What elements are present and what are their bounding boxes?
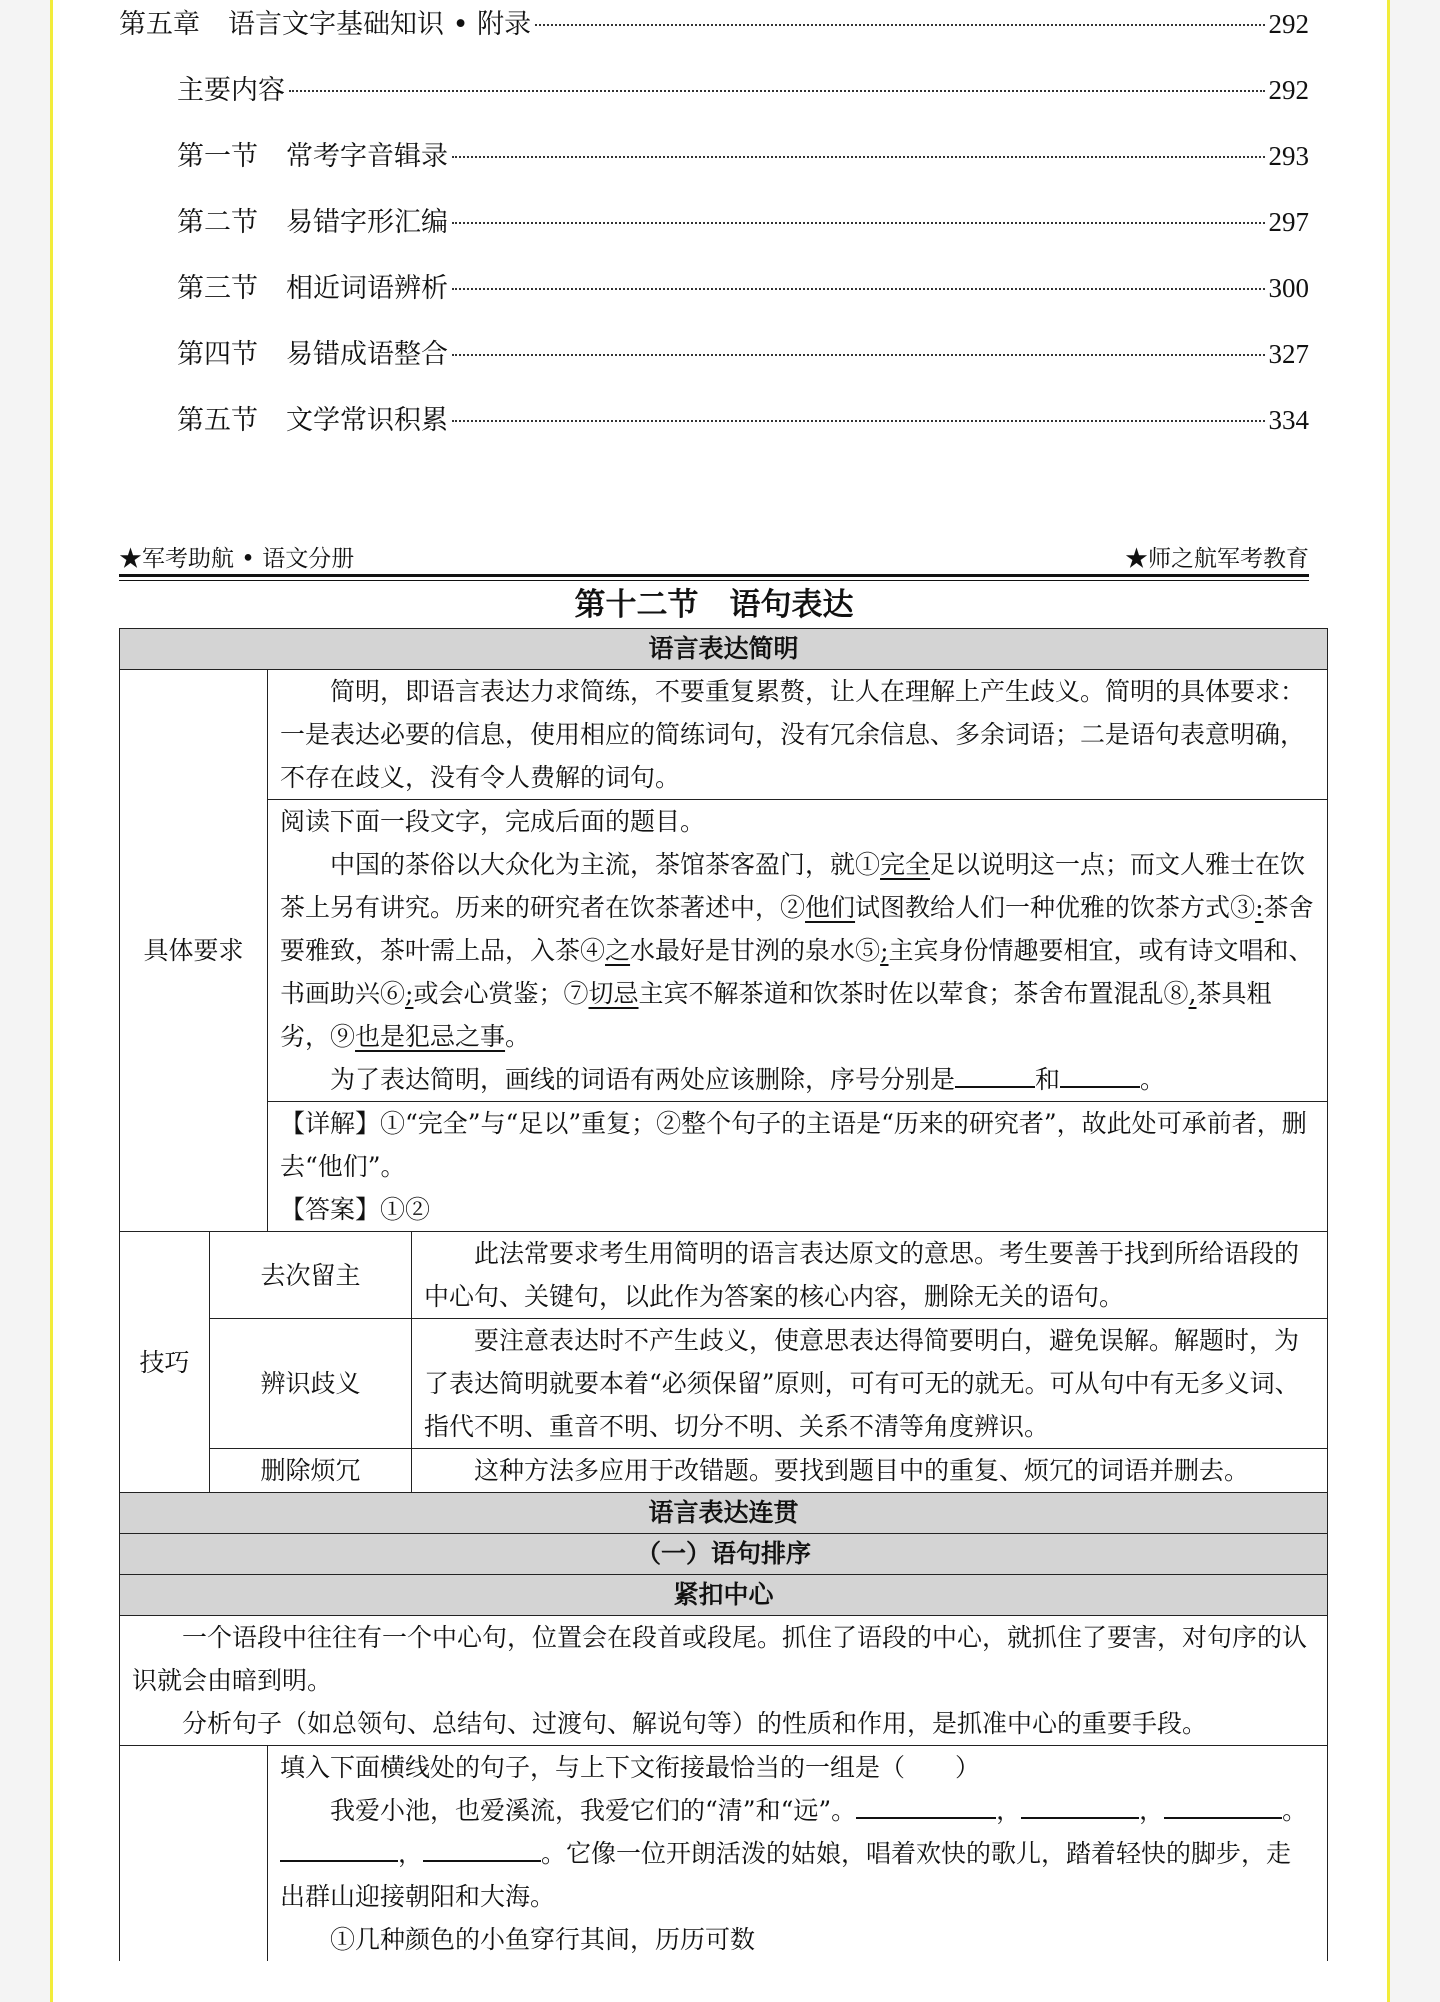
- answer-blank[interactable]: [955, 1060, 1035, 1088]
- toc-section: 第四节: [177, 339, 258, 370]
- toc-page-number: 334: [1268, 405, 1309, 435]
- question-cell: [268, 1746, 1328, 1962]
- passage-text: 。它像一位开朗活泼的姑娘，唱着欢快的歌儿，踏着轻快的脚步，走出群山迎接朝阳和大海。: [280, 1839, 1292, 1911]
- fill-blank[interactable]: [1021, 1791, 1139, 1819]
- example-passage: [280, 843, 1315, 1058]
- toc-row[interactable]: [177, 402, 1309, 439]
- toc-row[interactable]: [177, 204, 1309, 241]
- toc-page-number: 292: [1268, 75, 1309, 105]
- toc-title: 语言文字基础知识 • 附录: [228, 9, 532, 40]
- tip-text: 此法常要求考生用简明的语言表达原文的意思。考生要善于找到所给语段的中心句、关键句，以此作为答案的核心内容，删除无关的语句。: [424, 1239, 1300, 1311]
- passage-text: 试图教给人们一种优雅的饮茶方式: [855, 893, 1231, 922]
- underlined-6: ;: [405, 979, 414, 1008]
- marker-7: ⑦: [563, 979, 589, 1008]
- toc-section: 第五节: [177, 405, 258, 436]
- empty-cell: [120, 1746, 268, 1962]
- toc-leader: [452, 354, 1265, 356]
- page-header: [119, 536, 1309, 576]
- underlined-8: ,: [1188, 979, 1197, 1008]
- heading-concise: 语言表达简明: [120, 629, 1328, 670]
- toc-page-number: 300: [1268, 273, 1309, 303]
- marker-9: ⑨: [330, 1022, 356, 1051]
- marker-5: ⑤: [855, 936, 881, 965]
- toc-row[interactable]: [119, 6, 1309, 43]
- toc-title: 文学常识积累: [286, 405, 448, 436]
- tip-text-cell: [412, 1232, 1328, 1319]
- question-text: 和: [1035, 1065, 1061, 1094]
- passage-text: 水最好是甘洌的泉水: [630, 936, 856, 965]
- explanation-text: 【详解】①“完全”与“足以”重复；②整个句子的主语是“历来的研究者”，故此处可承前者，删去“他们”。: [280, 1109, 1307, 1181]
- marker-1: ①: [855, 850, 881, 879]
- question-text: 为了表达简明，画线的词语有两处应该删除，序号分别是: [330, 1065, 956, 1094]
- tips-label: 技巧: [120, 1232, 210, 1493]
- toc-title: 常考字音辑录: [286, 141, 448, 172]
- tip-text-cell: [412, 1319, 1328, 1449]
- underlined-7: 切忌: [588, 979, 639, 1008]
- passage-text: 中国的茶俗以大众化为主流，茶馆茶客盈门，就: [330, 850, 856, 879]
- header-left: ★军考助航 • 语文分册: [119, 546, 355, 572]
- center-paragraph: 一个语段中往往有一个中心句，位置会在段首或段尾。抓住了语段的中心，就抓住了要害，对句序的认识就会由暗到明。: [132, 1623, 1308, 1695]
- requirements-paragraph: 简明，即语言表达力求简练，不要重复累赘，让人在理解上产生歧义。简明的具体要求：一是表达必要的信息，使用相应的简练词句，没有冗余信息、多余词语；二是语句表意明确，不存在歧义，没有令人费解的词句。: [280, 677, 1306, 792]
- passage-text: 足以说明这一点；而文人雅士在饮茶上另有讲究。历来的研究者在饮茶著述中，: [280, 850, 1306, 922]
- passage-text: 主宾身份情趣要相宜，或有诗文唱和、书画助兴: [280, 936, 1314, 1008]
- header-rule-thin: [119, 580, 1309, 581]
- toc-section: 第二节: [177, 207, 258, 238]
- toc-row[interactable]: [177, 72, 1309, 109]
- content-table: [119, 628, 1328, 1961]
- example-question: [280, 1058, 1315, 1101]
- heading-center: 紧扣中心: [120, 1575, 1328, 1616]
- example-cell: [268, 800, 1328, 1102]
- toc-row[interactable]: [177, 336, 1309, 373]
- toc-page-number: 292: [1268, 9, 1309, 39]
- page: [50, 0, 1390, 2002]
- toc-section: 第三节: [177, 273, 258, 304]
- marker-3: ③: [1230, 893, 1256, 922]
- answer-blank[interactable]: [1060, 1060, 1140, 1088]
- tip-name: 辨识歧义: [210, 1319, 412, 1449]
- punct: ，: [1139, 1796, 1165, 1825]
- toc-chapter: 第五章: [119, 9, 200, 40]
- toc-page-number: 293: [1268, 141, 1309, 171]
- tip-name: 删除烦冗: [210, 1449, 412, 1493]
- toc-leader: [535, 24, 1264, 26]
- heading-ordering: （一）语句排序: [120, 1534, 1328, 1575]
- passage-text: 。: [505, 1022, 531, 1051]
- toc-title: 易错成语整合: [286, 339, 448, 370]
- passage-text: 或会心赏鉴；: [413, 979, 564, 1008]
- toc-leader: [289, 90, 1265, 92]
- passage-text: 我爱小池，也爱溪流，我爱它们的“清”和“远”。: [330, 1796, 857, 1825]
- answer-text: 【答案】①②: [280, 1195, 431, 1224]
- passage-text: 茶具粗劣，: [280, 979, 1272, 1051]
- toc-leader: [452, 420, 1265, 422]
- toc-leader: [452, 156, 1265, 158]
- center-explanation-cell: [120, 1616, 1328, 1746]
- underlined-9: 也是犯忌之事: [355, 1022, 506, 1051]
- toc-title: 主要内容: [177, 75, 285, 106]
- marker-6: ⑥: [380, 979, 406, 1008]
- requirements-label: 具体要求: [120, 670, 268, 1232]
- question-passage: [280, 1789, 1315, 1918]
- toc-row[interactable]: [177, 270, 1309, 307]
- explanation-cell: [268, 1102, 1328, 1232]
- punct: 。: [1282, 1796, 1308, 1825]
- tip-text-cell: [412, 1449, 1328, 1493]
- toc-title: 易错字形汇编: [286, 207, 448, 238]
- fill-blank[interactable]: [856, 1791, 996, 1819]
- header-right: ★师之航军考教育: [1125, 546, 1309, 572]
- passage-text: 主宾不解茶道和饮茶时佐以荤食；茶舍布置混乱: [638, 979, 1164, 1008]
- question-intro: 填入下面横线处的句子，与上下文衔接最恰当的一组是（ ）: [280, 1753, 981, 1782]
- tip-name: 去次留主: [210, 1232, 412, 1319]
- tip-text: 这种方法多应用于改错题。要找到题目中的重复、烦冗的词语并删去。: [474, 1456, 1250, 1485]
- section-title: 第十二节 语句表达: [574, 587, 854, 623]
- requirements-text: [268, 670, 1328, 800]
- toc-leader: [452, 222, 1265, 224]
- marker-8: ⑧: [1163, 979, 1189, 1008]
- fill-blank[interactable]: [280, 1834, 398, 1862]
- toc-section: 第一节: [177, 141, 258, 172]
- underlined-3: :: [1255, 893, 1264, 922]
- fill-blank[interactable]: [1164, 1791, 1282, 1819]
- heading-coherent: 语言表达连贯: [120, 1493, 1328, 1534]
- passage-text: 茶舍要雅致，茶叶需上品，入茶: [280, 893, 1314, 965]
- toc-row[interactable]: [177, 138, 1309, 175]
- fill-blank[interactable]: [423, 1834, 541, 1862]
- underlined-5: ;: [880, 936, 889, 965]
- punct: ，: [398, 1839, 424, 1868]
- example-intro: 阅读下面一段文字，完成后面的题目。: [280, 807, 706, 836]
- toc-page-number: 327: [1268, 339, 1309, 369]
- marker-2: ②: [780, 893, 806, 922]
- question-text: 。: [1140, 1065, 1166, 1094]
- toc-title: 相近词语辨析: [286, 273, 448, 304]
- underlined-1: 完全: [880, 850, 931, 879]
- toc-leader: [452, 288, 1265, 290]
- punct: ，: [996, 1796, 1022, 1825]
- underlined-2: 他们: [805, 893, 856, 922]
- option-1: ①几种颜色的小鱼穿行其间，历历可数: [330, 1925, 756, 1954]
- tip-text: 要注意表达时不产生歧义，使意思表达得简要明白，避免误解。解题时，为了表达简明就要本着“必须保留”原则，可有可无的就无。可从句中有无多义词、指代不明、重音不明、切分不明、关系不清等角度辨识。: [424, 1326, 1300, 1441]
- marker-4: ④: [580, 936, 606, 965]
- underlined-4: 之: [605, 936, 631, 965]
- header-rule-thick: [119, 574, 1309, 577]
- center-paragraph: 分析句子（如总领句、总结句、过渡句、解说句等）的性质和作用，是抓准中心的重要手段。: [182, 1709, 1208, 1738]
- toc-page-number: 297: [1268, 207, 1309, 237]
